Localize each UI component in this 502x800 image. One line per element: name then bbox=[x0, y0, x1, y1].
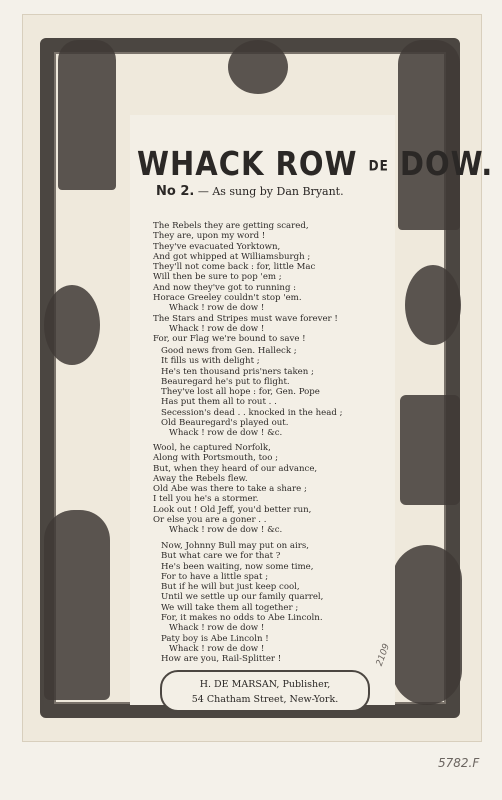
verse-line: Now, Johnny Bull may put on airs, bbox=[161, 541, 310, 551]
verse-line: It fills us with delight ; bbox=[161, 356, 260, 367]
title-small-word: DE bbox=[368, 157, 389, 174]
banjo-player-illustration bbox=[44, 510, 110, 700]
verse-line: Look out ! Old Jeff, you'd better run, bbox=[153, 504, 312, 515]
verse-line: But, when they heard of our advance, bbox=[153, 463, 318, 474]
verse-line: Whack ! row de dow ! &c. bbox=[169, 525, 283, 536]
verse-line: Beauregard he's put to flight. bbox=[161, 376, 290, 387]
catalog-number: 5782.F bbox=[438, 756, 480, 770]
hat-and-drum-illustration bbox=[400, 395, 460, 505]
sung-by-line: — As sung by Dan Bryant. bbox=[197, 185, 344, 198]
verse-line: Wool, he captured Norfolk, bbox=[153, 443, 271, 453]
title-part-1: WHACK ROW bbox=[137, 144, 358, 184]
verse-line: For, our Flag we're bound to save ! bbox=[153, 334, 306, 345]
dancing-cherubs-illustration bbox=[392, 545, 462, 705]
song-subtitle bbox=[156, 184, 344, 199]
verse-line: Away the Rebels flew. bbox=[153, 473, 248, 484]
title-part-2: DOW. bbox=[399, 144, 494, 184]
verse-line: For to have a little spat ; bbox=[161, 571, 269, 582]
verse-line: And got whipped at Williamsburgh ; bbox=[153, 251, 311, 262]
verse-line: Whack ! row de dow ! bbox=[169, 323, 265, 334]
fiddler-figure-illustration bbox=[58, 40, 116, 190]
jester-figure-illustration bbox=[398, 40, 460, 230]
verse-line: Whack ! row de dow ! bbox=[169, 623, 265, 634]
face-medallion-left-illustration bbox=[44, 285, 100, 365]
verse-line: Has put them all to rout . . bbox=[161, 397, 277, 408]
stanza-1 bbox=[153, 221, 383, 345]
song-title bbox=[137, 144, 494, 184]
verse-line: They've lost all hope : for, Gen. Pope bbox=[161, 387, 320, 398]
stanza-3 bbox=[153, 443, 383, 536]
handwritten-number: 2109 bbox=[374, 642, 393, 668]
publisher-address: 54 Chatham Street, New-York. bbox=[191, 694, 339, 705]
verse-line: We will take them all together ; bbox=[161, 602, 299, 613]
verse-line: They are, upon my word ! bbox=[153, 231, 266, 242]
verse-line: I tell you he's a stormer. bbox=[153, 494, 259, 505]
verse-line: Secession's dead . . knocked in the head ; bbox=[161, 407, 343, 418]
stanza-2 bbox=[153, 346, 383, 439]
verse-line: Until we settle up our family quarrel, bbox=[161, 592, 324, 603]
verse-line: Good news from Gen. Halleck ; bbox=[161, 346, 297, 356]
verse-line: But what care we for that ? bbox=[161, 551, 281, 562]
verse-line: For, it makes no odds to Abe Lincoln. bbox=[161, 613, 323, 624]
verse-line: Whack ! row de dow ! bbox=[169, 643, 265, 654]
verse-line: But if he will but just keep cool, bbox=[161, 582, 300, 593]
publisher-cartouche bbox=[160, 670, 370, 712]
verse-line: Horace Greeley couldn't stop 'em. bbox=[153, 293, 302, 304]
verse-line: Whack ! row de dow ! &c. bbox=[169, 428, 283, 439]
verse-line: Whack ! row de dow ! bbox=[169, 303, 265, 314]
sun-face-illustration bbox=[228, 40, 288, 94]
verse-line: And now they've got to running : bbox=[153, 282, 297, 293]
verse-line: He's been waiting, now some time, bbox=[161, 561, 314, 572]
song-number: No 2. bbox=[156, 184, 195, 199]
publisher-name: H. DE MARSAN, Publisher, bbox=[199, 679, 331, 690]
verse-line: Along with Portsmouth, too ; bbox=[153, 453, 279, 464]
face-medallion-right-illustration bbox=[405, 265, 461, 345]
verse-line: Or else you are a goner . . bbox=[153, 515, 267, 526]
verse-line: The Stars and Stripes must wave forever ! bbox=[153, 313, 338, 324]
stanza-4 bbox=[153, 541, 383, 665]
verse-line: He's ten thousand pris'ners taken ; bbox=[161, 366, 314, 377]
verse-line: Will then be sure to pop 'em ; bbox=[153, 272, 282, 283]
verse-line: Paty boy is Abe Lincoln ! bbox=[161, 633, 269, 644]
verse-line: How are you, Rail-Splitter ! bbox=[161, 654, 282, 665]
verse-line: They've evacuated Yorktown, bbox=[153, 241, 281, 252]
verse-line: Old Abe was there to take a share ; bbox=[153, 484, 307, 495]
verse-line: They'll not come back : for, little Mac bbox=[153, 262, 316, 273]
verse-line: The Rebels they are getting scared, bbox=[153, 221, 309, 231]
verse-line: Old Beauregard's played out. bbox=[161, 418, 289, 429]
